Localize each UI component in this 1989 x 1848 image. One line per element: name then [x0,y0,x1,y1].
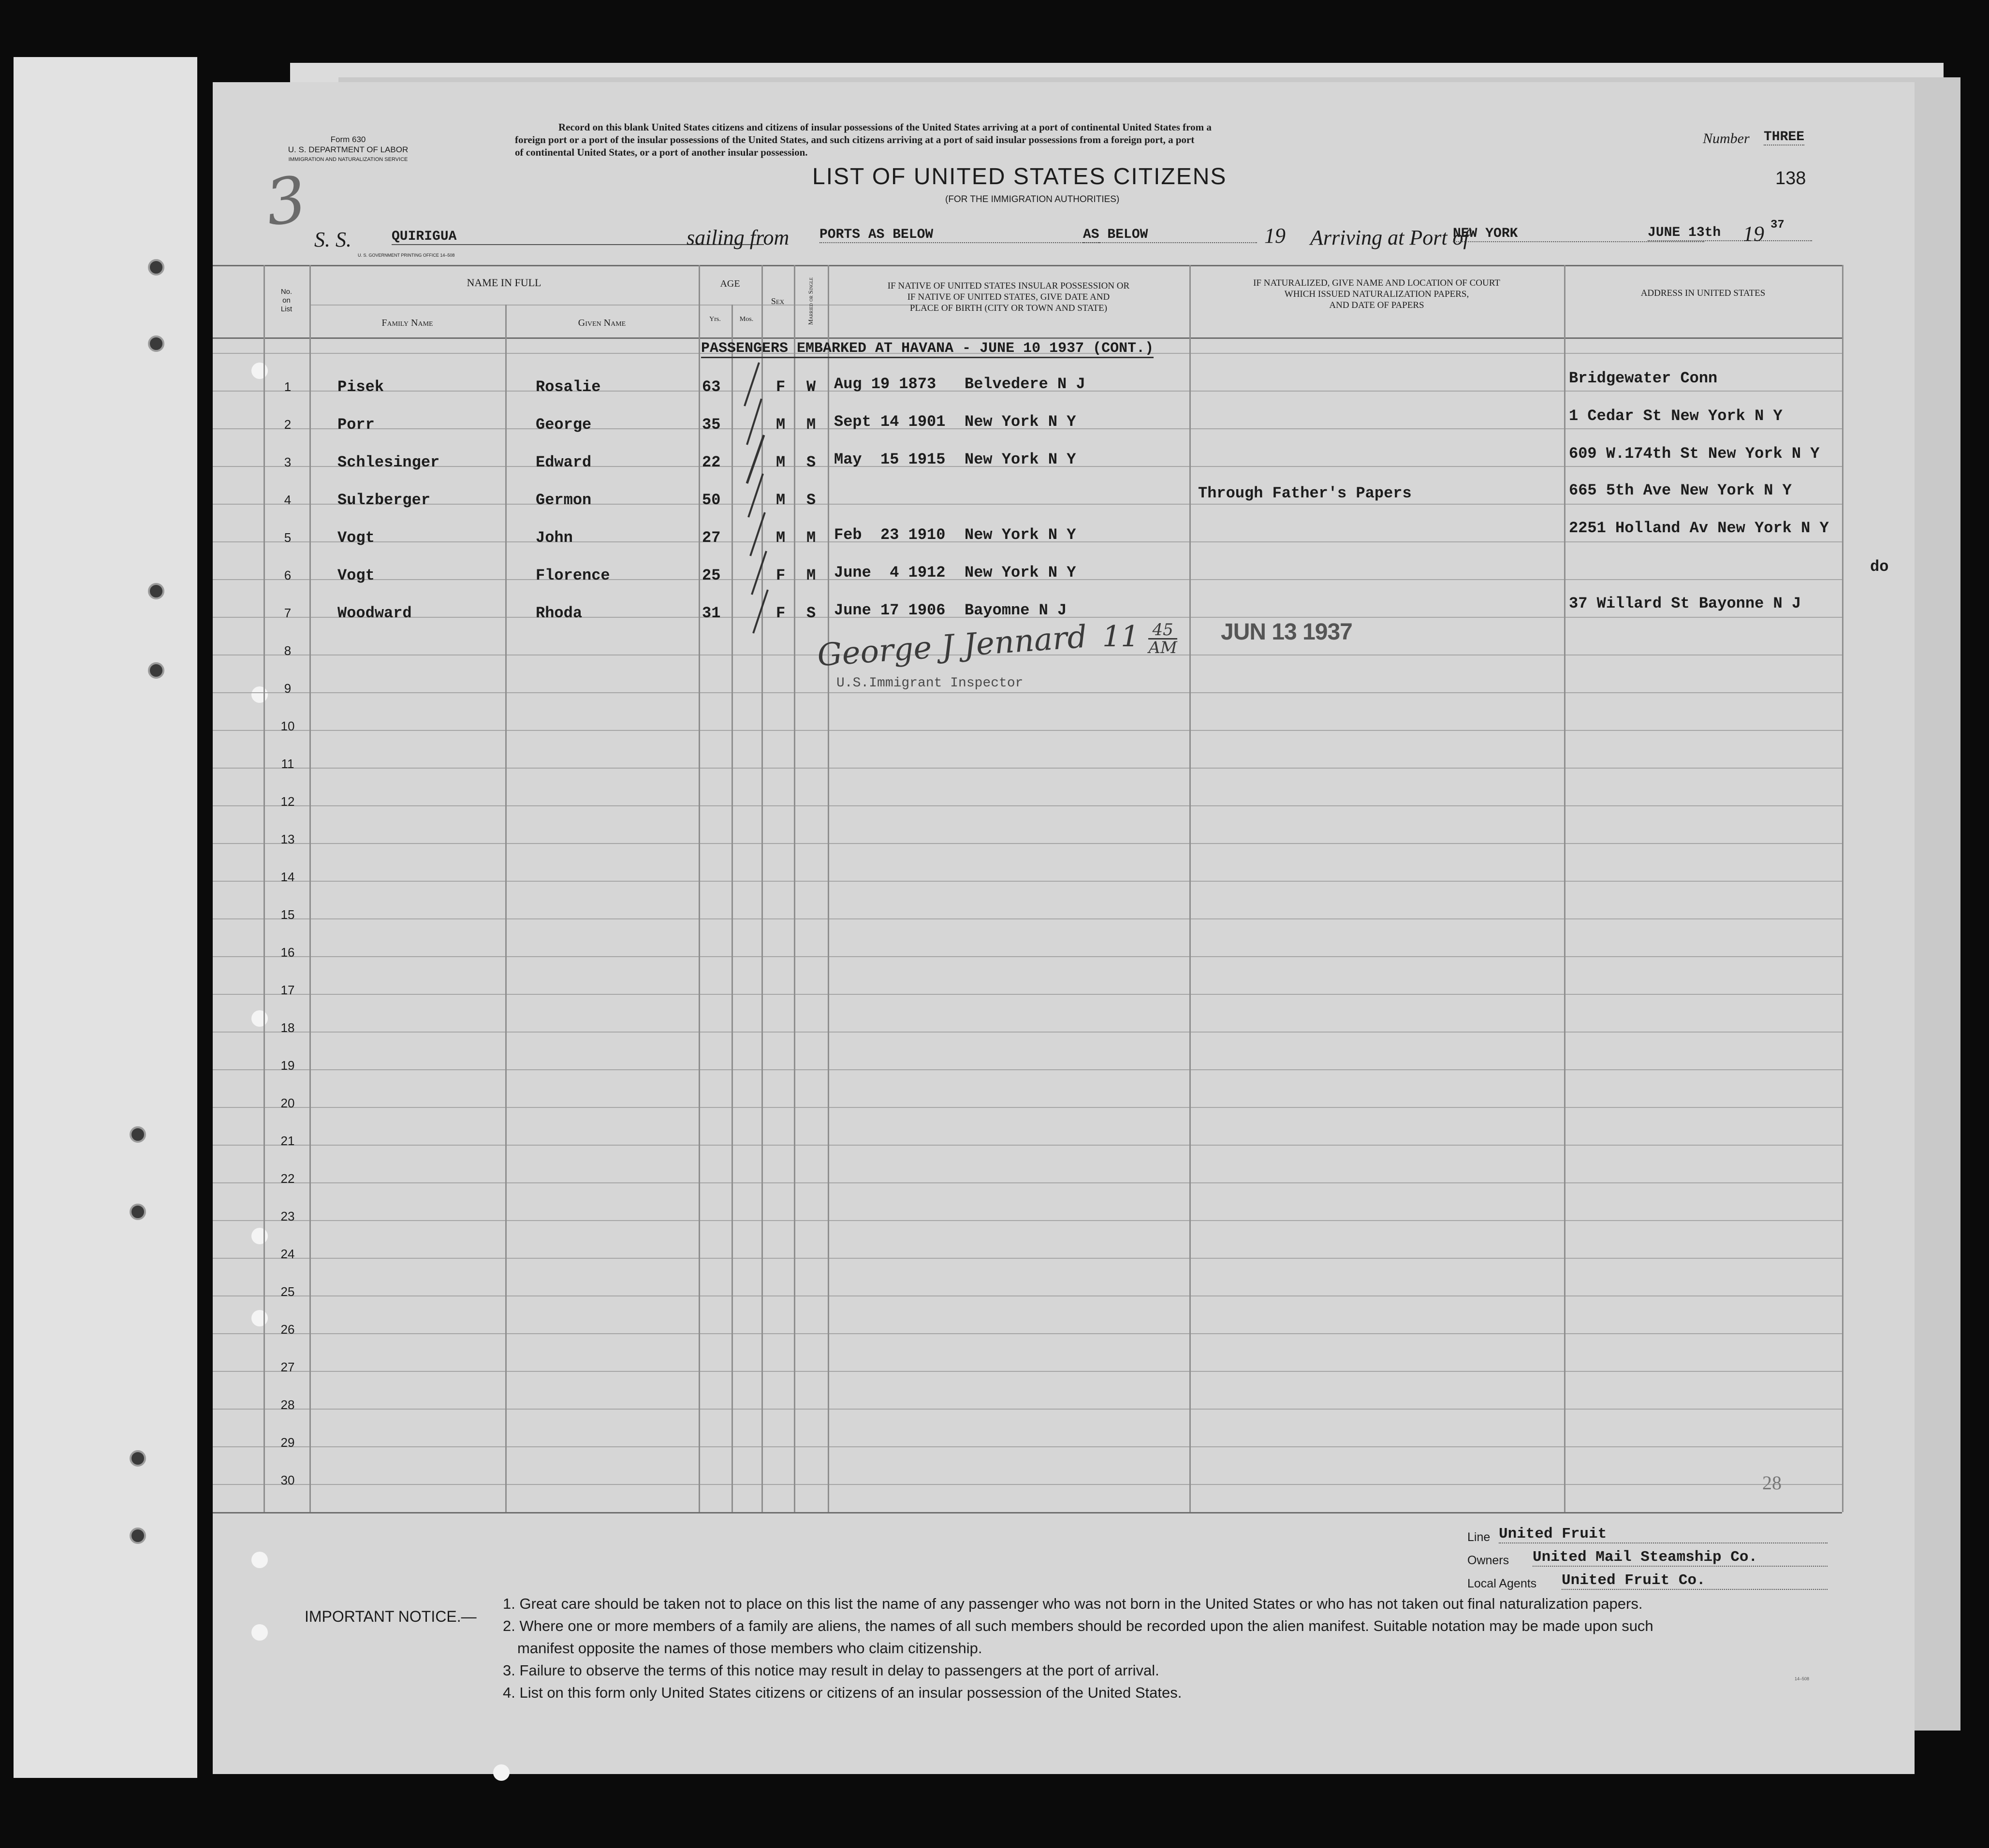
punch-hole [130,1528,146,1544]
marital-status: S [806,453,816,471]
number-label: Number [1703,131,1750,146]
birth-place: New York N Y [965,451,1076,468]
birth-date: Sept 14 1901 [834,413,946,431]
row-number: 24 [280,1247,295,1261]
birth-date: Feb 23 1910 [834,526,946,544]
check-mark [752,551,766,595]
row-number: 25 [280,1284,295,1299]
sex: M [776,453,786,471]
inspector-stamp: U.S.Immigrant Inspector [836,676,1024,691]
header-name-in-full: NAME IN FULL [467,276,541,289]
birth-date: Aug 19 1873 [834,375,936,393]
header-bottom-rule [213,337,1842,339]
row-number: 14 [280,870,295,884]
service-name: IMMIGRATION AND NATURALIZATION SERVICE [288,157,408,162]
row-number: 22 [280,1171,295,1186]
marital-status: M [806,416,816,434]
check-mark [748,474,763,517]
owners-value: United Mail Steamship Co. [1533,1549,1828,1567]
table-top-rule [213,265,1842,266]
age-years: 31 [702,604,721,622]
address: 665 5th Ave New York N Y [1569,481,1792,499]
given-name: Florence [536,567,610,584]
age-years: 50 [702,491,721,509]
header-native-birth: IF NATIVE OF UNITED STATES INSULAR POSSESSION OR IF NATIVE OF UNITED STATES, GIVE DATE AND PLACE OF BIRTH (CITY OR TOWN AND STATE) [887,281,1130,313]
row-number: 10 [280,719,295,733]
row-number: 9 [284,681,292,696]
sailing-date-value: AS BELOW [1083,227,1257,243]
local-agents-value: United Fruit Co. [1562,1572,1828,1590]
row-number: 12 [280,794,295,809]
punch-hole [130,1204,146,1220]
table-bottom-rule [213,1512,1842,1513]
given-name: Rosalie [536,378,601,396]
header-given-name: Given Name [578,318,626,328]
handwritten-mark: 3 [261,161,311,241]
row-number: 27 [280,1360,295,1374]
row-number: 16 [280,945,295,960]
address: Bridgewater Conn [1569,369,1718,387]
arrival-port-value: NEW YORK [1453,226,1704,242]
header-naturalized: IF NATURALIZED, GIVE NAME AND LOCATION OF COURT WHICH ISSUED NATURALIZATION PAPERS, AND DATE OF PAPERS [1253,278,1500,310]
section-banner: PASSENGERS EMBARKED AT HAVANA - JUNE 10 1937 (CONT.) [701,340,1154,358]
line-label: Line [1467,1530,1491,1544]
notice-item-4: 4. List on this form only United States citizens or citizens of an insular possession of the United States. [503,1684,1182,1701]
header-address: ADDRESS IN UNITED STATES [1640,288,1766,298]
family-name: Vogt [337,567,375,584]
check-mark [753,590,768,633]
address: 609 W.174th St New York N Y [1569,445,1820,463]
notice-item-1: 1. Great care should be taken not to place on this list the name of any passenger who was not born in the United States or who has not taken out final naturalization papers. [503,1595,1643,1612]
date-stamp: JUN 13 1937 [1221,619,1352,645]
sailing-from-value: PORTS AS BELOW [819,227,1100,243]
given-name: George [536,416,592,434]
row-number: 30 [280,1473,295,1487]
sex: M [776,529,786,547]
sailing-from-label: sailing from [687,226,790,249]
address: 37 Willard St Bayonne N J [1569,595,1801,612]
row-number: 3 [284,455,292,469]
sex: F [776,567,786,584]
row-number: 20 [280,1096,295,1110]
notice-item-3: 3. Failure to observe the terms of this notice may result in delay to passengers at the port of arrival. [503,1662,1159,1679]
header-family-name: Family Name [381,318,433,328]
department-name: U. S. DEPARTMENT OF LABOR [288,145,409,154]
arrival-year-suffix: 37 [1770,218,1784,232]
sailing-year-prefix: 19 [1264,224,1286,247]
birth-date: June 17 1906 [834,601,946,619]
punch-hole [251,1310,268,1326]
family-name: Woodward [337,604,412,622]
family-name: Porr [337,416,375,434]
signature-meridiem: AM [1148,638,1177,657]
signature-hour: 11 [1102,620,1140,654]
printing-office: U. S. GOVERNMENT PRINTING OFFICE 14–508 [358,253,455,258]
naturalization: Through Father's Papers [1198,484,1412,502]
family-name: Vogt [337,529,375,547]
intro-line-2: foreign port or a port of the insular possessions of the United States, and such citizens arriving at a port of said insular possessions from a foreign port, a port [515,134,1195,146]
header-age: AGE [720,278,740,289]
marital-status: M [806,529,816,547]
marital-status: W [806,378,816,396]
notice-item-2-continued: manifest opposite the names of those members who claim citizenship. [517,1640,982,1657]
owners-label: Owners [1467,1554,1509,1567]
ss-label: S. S. [314,228,351,251]
family-name: Schlesinger [337,453,440,471]
arrival-year-prefix: 19 [1743,222,1764,246]
row-number: 19 [280,1058,295,1073]
check-mark [747,399,761,445]
number-value: THREE [1764,130,1805,145]
birth-place: New York N Y [965,413,1076,431]
sex: M [776,491,786,509]
address: do [1870,558,1889,576]
punch-hole [148,259,164,276]
birth-date: June 4 1912 [834,564,946,582]
folio-stamp: 28 [1762,1472,1782,1494]
age-years: 35 [702,416,721,434]
arrival-date-value: JUNE 13th [1648,225,1812,241]
page-number: 138 [1775,168,1806,189]
page-title: LIST OF UNITED STATES CITIZENS [812,164,1227,189]
row-number: 1 [284,379,292,394]
notice-heading: IMPORTANT NOTICE.— [305,1608,477,1625]
punch-hole [251,363,268,379]
form-code: 14–508 [1795,1676,1810,1681]
address: 2251 Holland Av New York N Y [1569,519,1829,537]
punch-hole [130,1126,146,1143]
family-name: Sulzberger [337,491,431,509]
row-number: 18 [280,1020,295,1035]
check-mark [750,512,765,556]
punch-hole [251,1624,268,1641]
inspector-signature: George J Jennard [816,619,1088,674]
row-number: 11 [281,757,294,771]
row-number: 13 [280,832,295,846]
header-age-years: Yrs. [709,316,721,323]
row-number: 4 [284,493,292,507]
intro-line-1: Record on this blank United States citizens and citizens of insular possessions of the United States arriving at a port of continental United States from a [558,121,1212,133]
arriving-label: Arriving at Port of [1310,226,1469,249]
sex: F [776,604,786,622]
punch-hole [148,662,164,679]
row-number: 5 [284,530,292,545]
birth-place: New York N Y [965,526,1076,544]
birth-date: May 15 1915 [834,451,946,468]
header-married-single: Married or Single [807,277,814,325]
ship-name: QUIRIGUA [392,229,764,245]
back-page-strip [14,57,197,1778]
header-age-months: Mos. [739,316,754,323]
birth-place: Bayomne N J [965,601,1067,619]
given-name: Rhoda [536,604,583,622]
local-agents-label: Local Agents [1467,1577,1537,1590]
given-name: John [536,529,573,547]
signature-time [1102,620,1177,656]
row-number: 15 [280,907,295,922]
header-no: No. on List [280,288,292,313]
address: 1 Cedar St New York N Y [1569,407,1783,425]
row-number: 7 [284,606,292,620]
family-name: Pisek [337,378,384,396]
marital-status: S [806,604,816,622]
age-years: 63 [702,378,721,396]
birth-place: New York N Y [965,564,1076,582]
punch-hole [148,583,164,599]
marital-status: M [806,567,816,584]
signature-minutes-value: 45 [1148,622,1177,640]
punch-hole [251,1552,268,1568]
row-number: 21 [280,1134,295,1148]
form-id-block [276,134,421,165]
given-name: Germon [536,491,592,509]
punch-hole [493,1764,510,1781]
page-subtitle: (FOR THE IMMIGRATION AUTHORITIES) [945,194,1120,204]
intro-line-3: of continental United States, or a port of another insular possession. [515,146,808,158]
row-number: 26 [280,1322,295,1337]
sex: F [776,378,786,396]
row-number: 2 [284,417,292,432]
row-number: 8 [284,643,292,658]
form-number: Form 630 [330,135,366,144]
row-number: 6 [284,568,292,582]
notice-item-2: 2. Where one or more members of a family are aliens, the names of all such members should be recorded upon the alien manifest. Suitable notation may be made upon such [503,1617,1653,1634]
punch-hole [148,335,164,352]
punch-hole [251,686,268,703]
given-name: Edward [536,453,592,471]
punch-hole [251,1010,268,1027]
row-number: 29 [280,1435,295,1450]
punch-hole [130,1450,146,1467]
age-years: 27 [702,529,721,547]
row-number: 17 [280,983,295,997]
header-sex: Sex [771,296,785,306]
row-number: 23 [280,1209,295,1223]
intro-text [515,121,1212,159]
row-number: 28 [280,1397,295,1412]
marital-status: S [806,491,816,509]
punch-hole [251,1228,268,1244]
manifest-sheet [213,82,1915,1774]
signature-minutes [1148,622,1177,656]
age-years: 25 [702,567,721,584]
age-years: 22 [702,453,721,471]
sex: M [776,416,786,434]
line-value: United Fruit [1499,1526,1828,1543]
check-marks [725,353,778,691]
check-mark [745,363,759,406]
birth-place: Belvedere N J [965,375,1085,393]
